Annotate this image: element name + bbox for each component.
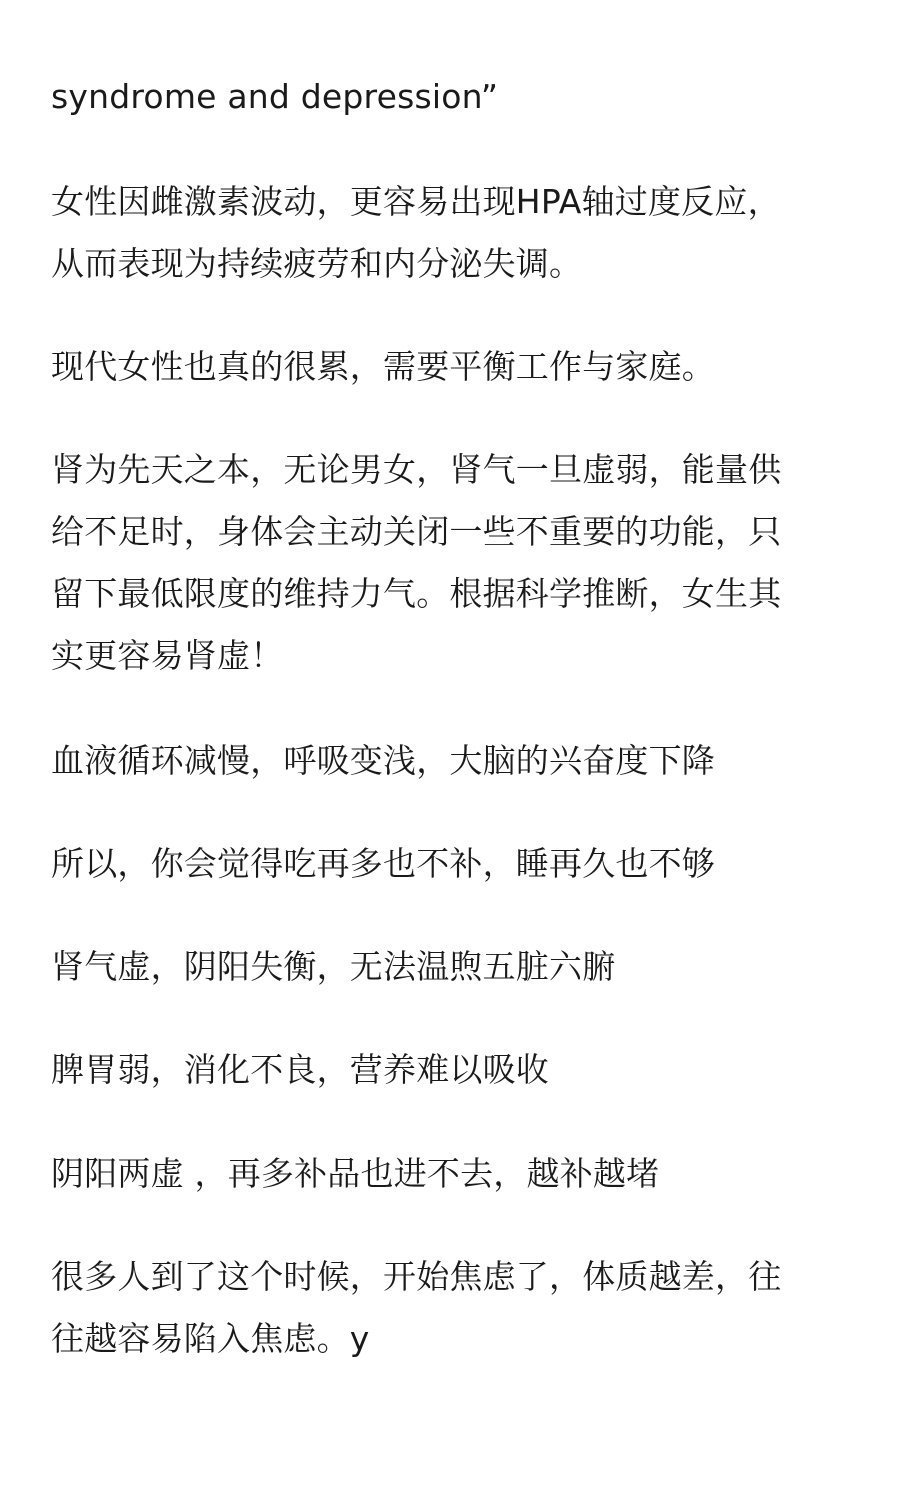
paragraph-modern-women: 现代女性也真的很累，需要平衡工作与家庭。 — [51, 347, 715, 386]
paragraph-eat-sleep: 所以，你会觉得吃再多也不补，睡再久也不够 — [51, 844, 715, 883]
paragraph-yin-yang: 阴阳两虚 ，再多补品也进不去，越补越堵 — [51, 1154, 660, 1193]
paragraph-intro-fragment: syndrome and depression” — [51, 77, 499, 116]
paragraph-kidney-foundation: 肾为先天之本，无论男女，肾气一旦虚弱，能量供 给不足时，身体会主动关闭一些不重要的功能，只 留下最低限度的维持力气。根据科学推断，女生其 实更容易肾虚！ — [51, 450, 782, 675]
paragraph-spleen-stomach: 脾胃弱，消化不良，营养难以吸收 — [51, 1050, 549, 1089]
paragraph-hormone-fluctuation: 女性因雌激素波动，更容易出现HPA轴过度反应， 从而表现为持续疲劳和内分泌失调。 — [51, 182, 781, 283]
paragraph-anxiety: 很多人到了这个时候，开始焦虑了，体质越差，往 往越容易陷入焦虑。y — [51, 1257, 782, 1358]
paragraph-circulation: 血液循环减慢，呼吸变浅，大脑的兴奋度下降 — [51, 741, 715, 780]
paragraph-kidney-qi: 肾气虚，阴阳失衡，无法温煦五脏六腑 — [51, 947, 616, 986]
